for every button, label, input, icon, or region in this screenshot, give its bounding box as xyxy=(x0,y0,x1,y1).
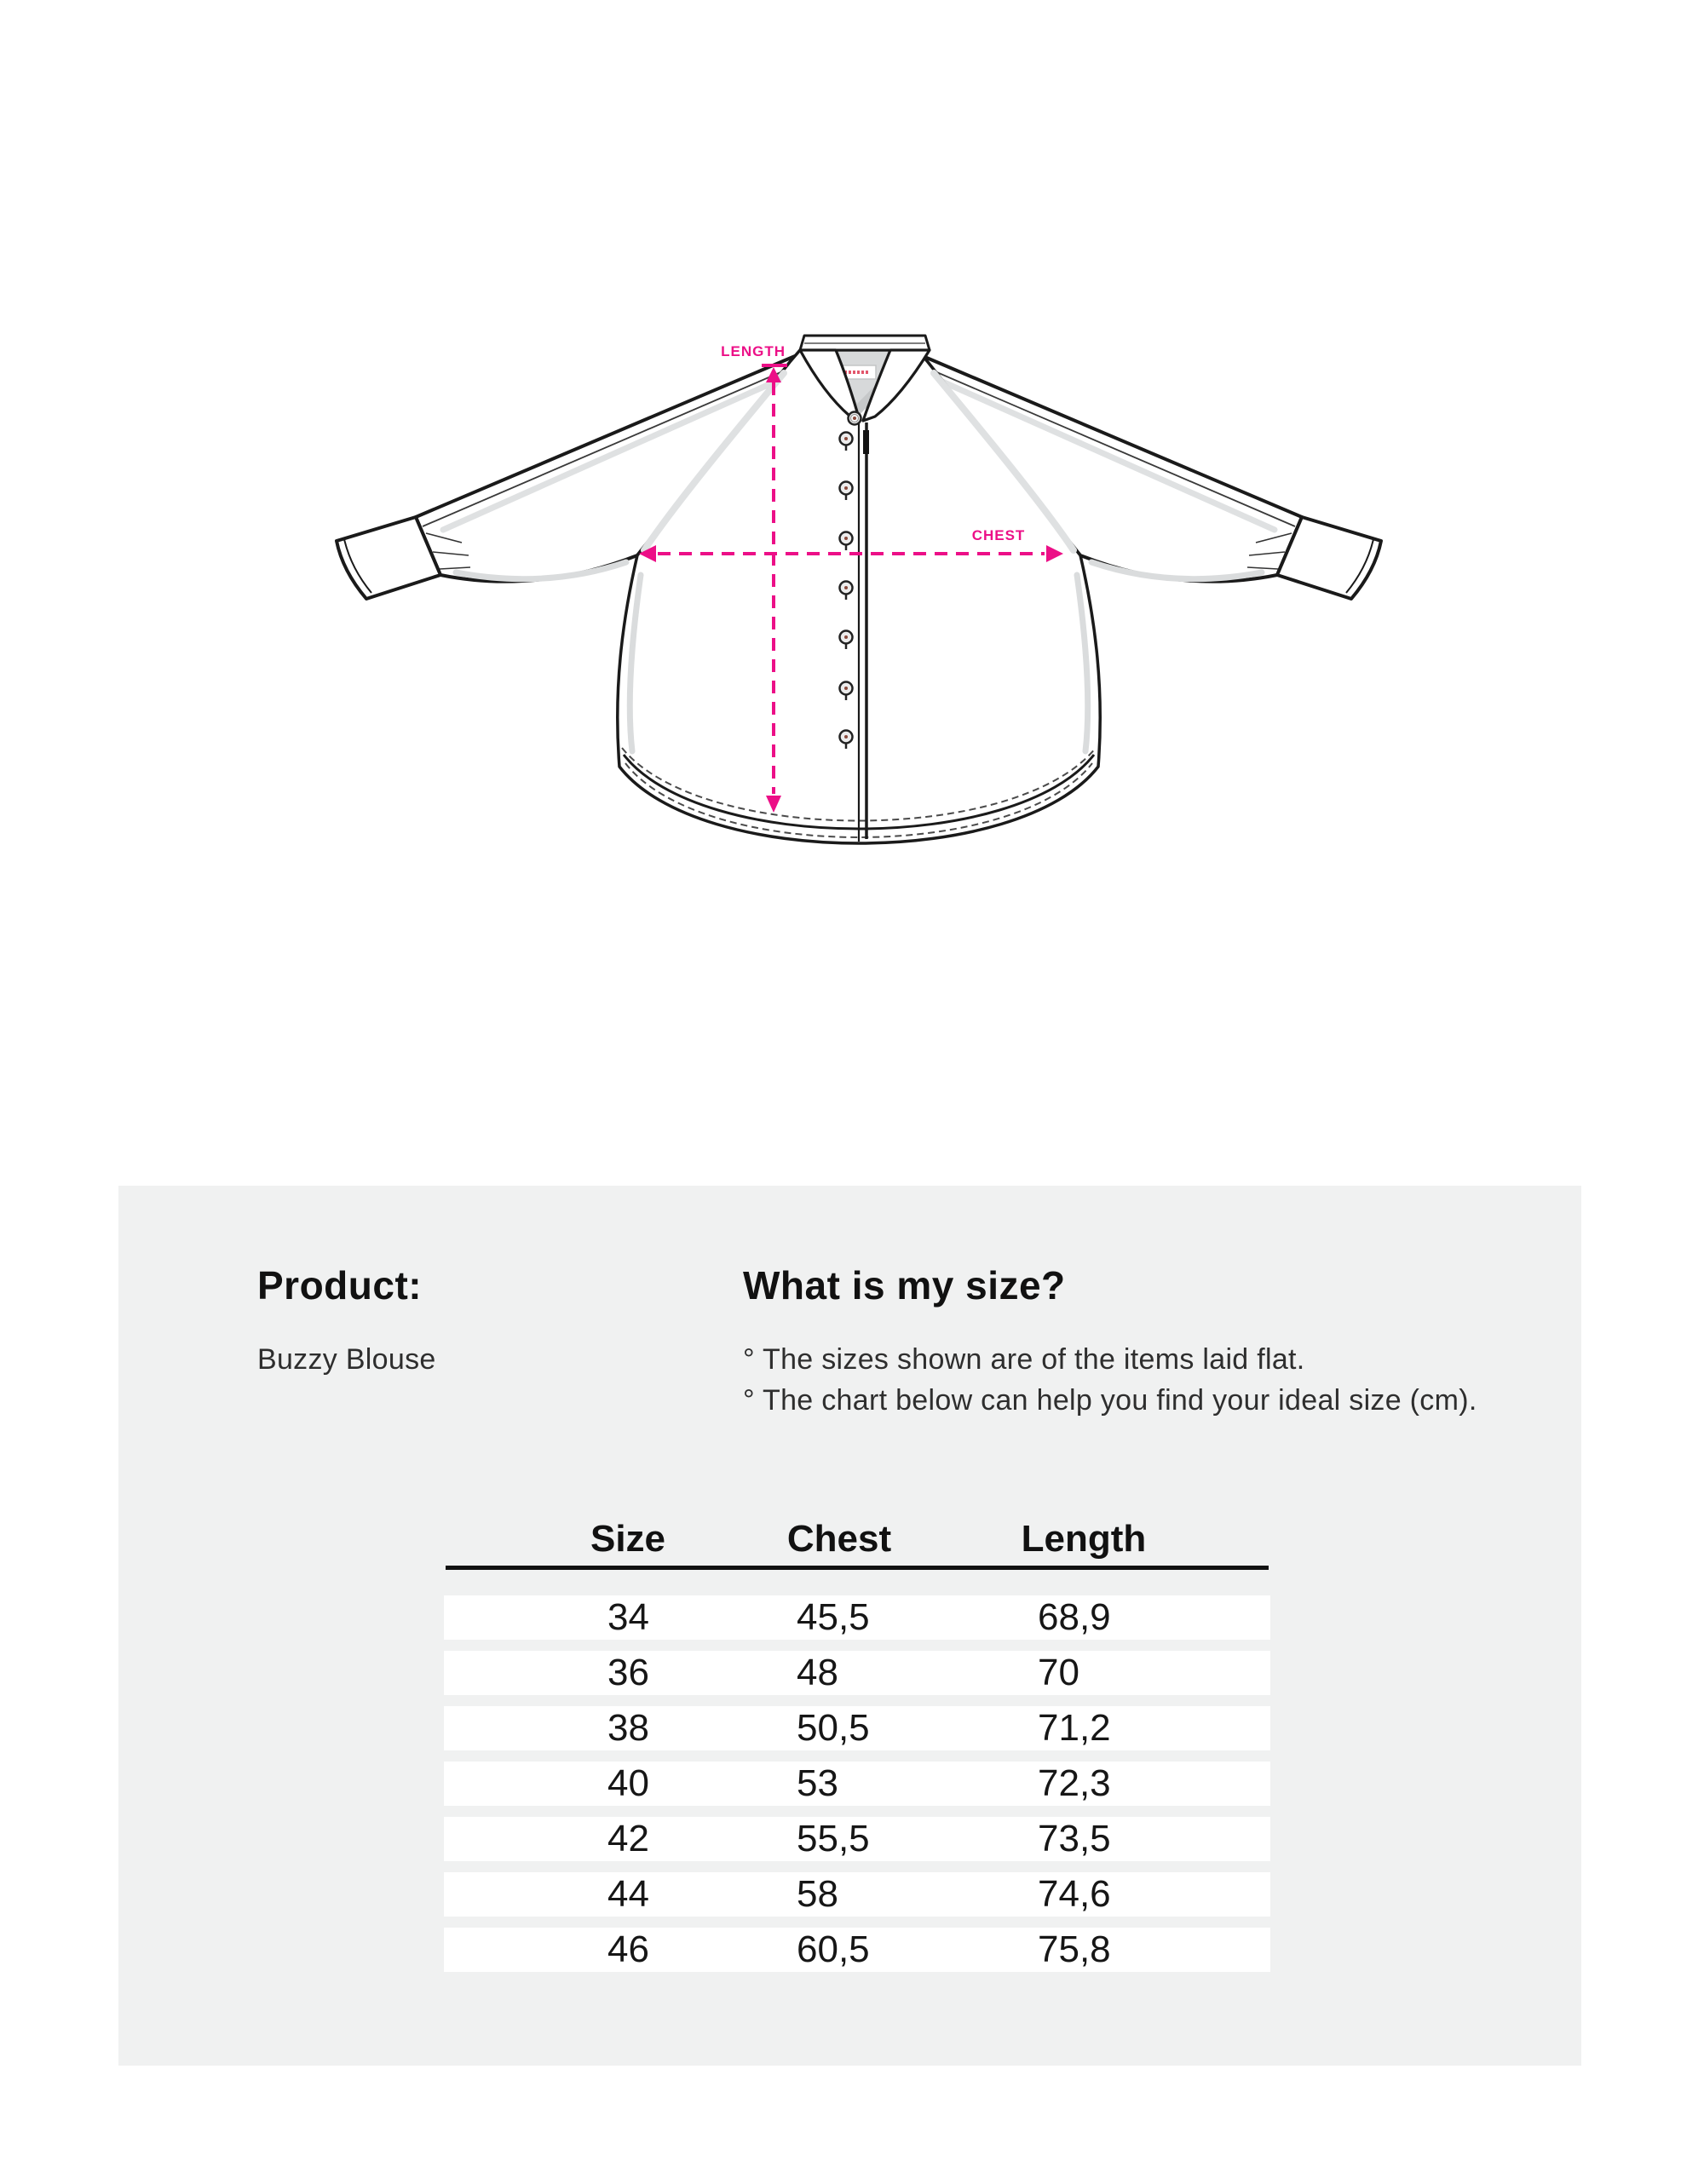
size-table xyxy=(444,1518,1270,2020)
cell-chest: 60,5 xyxy=(797,1928,870,1970)
length-label: LENGTH xyxy=(721,343,786,359)
placket-top-bar xyxy=(863,430,869,454)
cell-size: 40 xyxy=(607,1762,649,1804)
cell-size: 38 xyxy=(607,1707,649,1749)
cell-length: 68,9 xyxy=(1038,1596,1111,1638)
column-header-size: Size xyxy=(590,1518,666,1560)
blouse-diagram xyxy=(298,281,1406,877)
cell-chest: 58 xyxy=(797,1873,838,1915)
table-row xyxy=(444,1595,1270,1640)
cell-size: 42 xyxy=(607,1818,649,1859)
cell-chest: 45,5 xyxy=(797,1596,870,1638)
cell-length: 73,5 xyxy=(1038,1818,1111,1859)
blouse-sketch xyxy=(298,281,1406,877)
size-note-1: ° The sizes shown are of the items laid flat. xyxy=(743,1343,1305,1376)
product-heading: Product: xyxy=(257,1263,423,1308)
cell-chest: 53 xyxy=(797,1762,838,1804)
chest-label: CHEST xyxy=(971,527,1026,543)
size-table-header xyxy=(444,1518,1270,1560)
table-row xyxy=(444,1762,1270,1806)
cell-chest: 48 xyxy=(797,1652,838,1693)
table-row xyxy=(444,1706,1270,1750)
header-rule xyxy=(446,1566,1269,1570)
size-note-2: ° The chart below can help you find your ideal size (cm). xyxy=(743,1384,1477,1417)
size-table-rows xyxy=(444,1595,1270,1983)
table-row xyxy=(444,1817,1270,1861)
table-row xyxy=(444,1928,1270,1972)
table-row xyxy=(444,1651,1270,1695)
column-header-length: Length xyxy=(1021,1518,1147,1560)
cell-length: 72,3 xyxy=(1038,1762,1111,1804)
cell-length: 74,6 xyxy=(1038,1873,1111,1915)
cell-size: 36 xyxy=(607,1652,649,1693)
cell-length: 70 xyxy=(1038,1652,1079,1693)
cell-length: 71,2 xyxy=(1038,1707,1111,1749)
cell-size: 34 xyxy=(607,1596,649,1638)
column-header-chest: Chest xyxy=(786,1518,892,1560)
cell-size: 44 xyxy=(607,1873,649,1915)
cell-length: 75,8 xyxy=(1038,1928,1111,1970)
info-panel xyxy=(118,1186,1581,2066)
cell-chest: 55,5 xyxy=(797,1818,870,1859)
cell-size: 46 xyxy=(607,1928,649,1970)
collar-button-icon xyxy=(849,412,861,425)
size-heading: What is my size? xyxy=(743,1263,1066,1308)
cell-chest: 50,5 xyxy=(797,1707,870,1749)
table-row xyxy=(444,1872,1270,1917)
product-name: Buzzy Blouse xyxy=(257,1343,436,1376)
